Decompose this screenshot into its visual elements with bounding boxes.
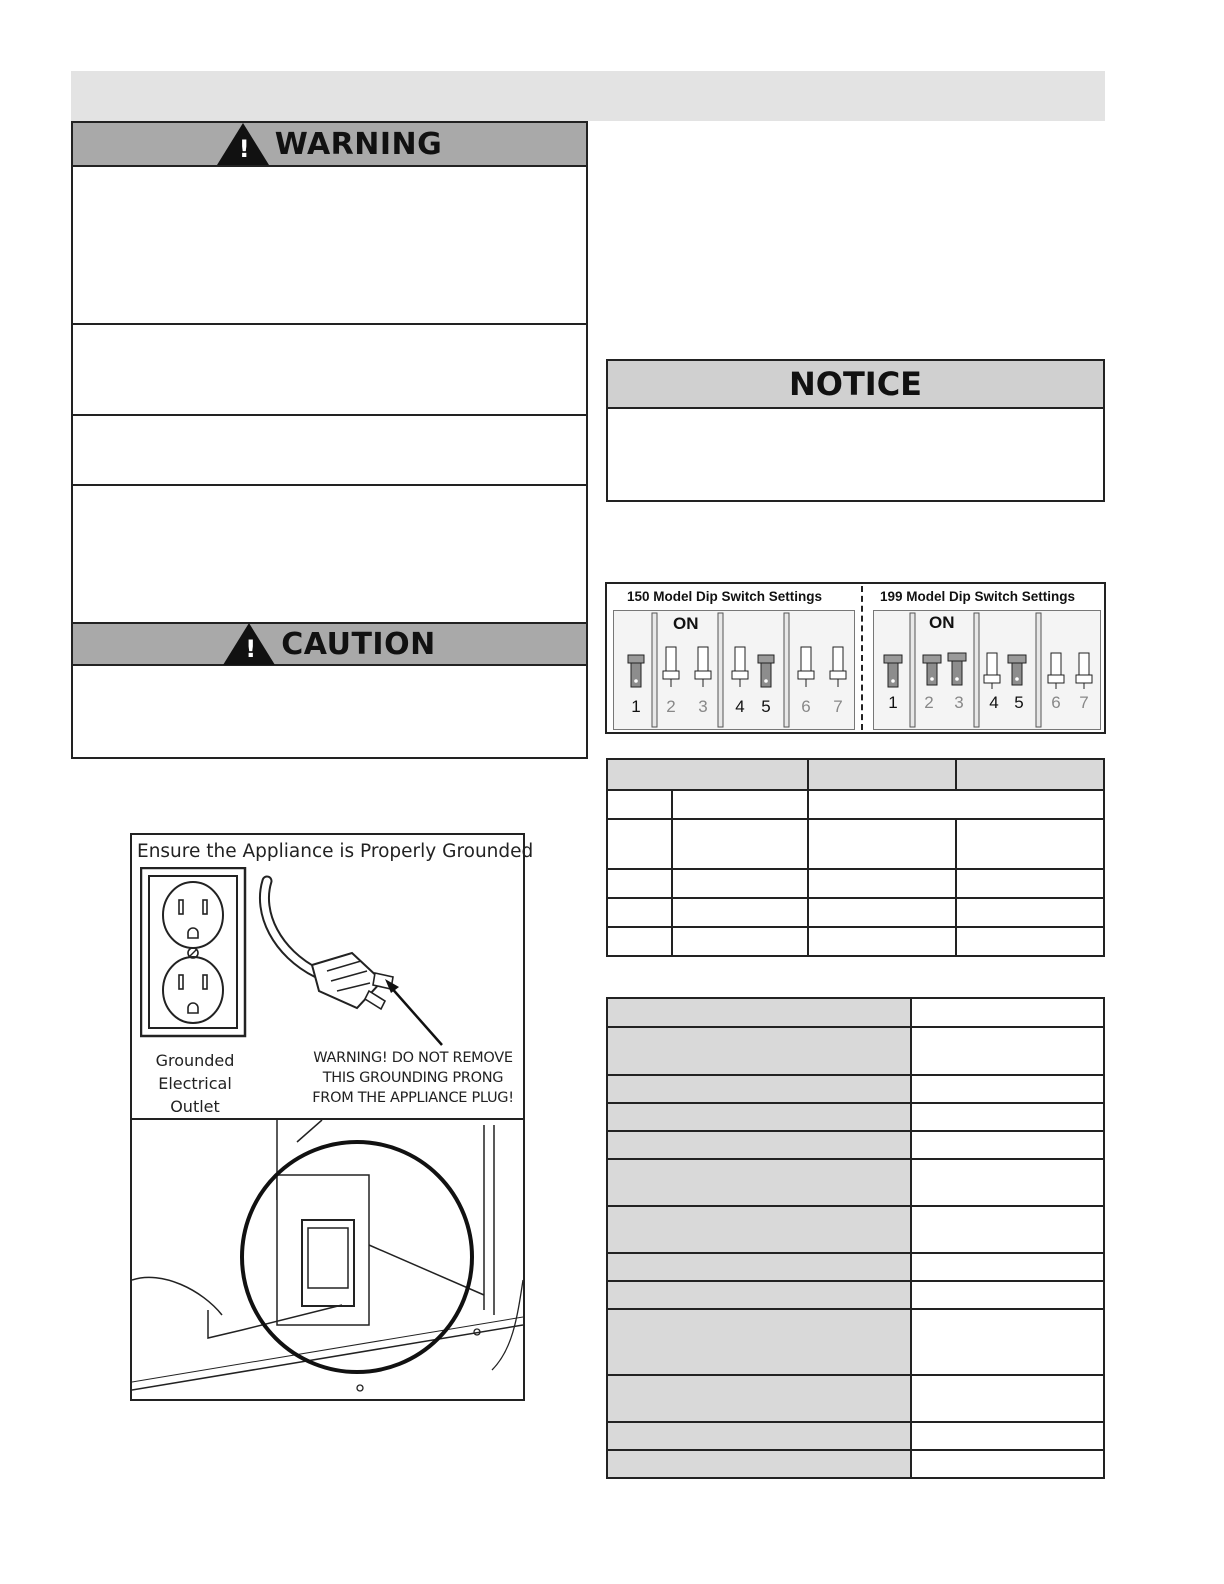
switch-7 (830, 647, 846, 687)
switch-number: 1 (631, 697, 641, 716)
table-cell (607, 1281, 911, 1309)
notice-box (606, 359, 1105, 502)
switch-number: 4 (989, 693, 999, 712)
table-row (607, 1281, 1104, 1309)
table-cell (808, 819, 955, 869)
switch-number: 1 (888, 693, 898, 712)
hazard-triangle-icon: ! (217, 123, 269, 165)
divider (73, 484, 586, 486)
table-cell (911, 1450, 1104, 1478)
divider (73, 323, 586, 325)
notice-header (608, 361, 1103, 409)
table-cell (607, 1131, 911, 1159)
table-cell (808, 759, 955, 790)
dip-panel-title-199: 199 Model Dip Switch Settings (880, 589, 1076, 604)
table-cell (672, 819, 808, 869)
table-cell (672, 898, 808, 927)
table-row (607, 790, 1104, 819)
table-row (607, 1309, 1104, 1375)
switch-number: 3 (954, 693, 964, 712)
switch-number: 7 (833, 697, 843, 716)
dip-panel-title-150: 150 Model Dip Switch Settings (627, 589, 823, 604)
table-cell (808, 927, 955, 956)
table-cell (607, 1375, 911, 1422)
warning-header (73, 123, 586, 167)
figure-title: Ensure the Appliance is Properly Grounded (137, 841, 534, 862)
table-row (607, 819, 1104, 869)
table-cell (672, 927, 808, 956)
table-cell (956, 759, 1104, 790)
table-cell (911, 1075, 1104, 1103)
table-cell (672, 790, 808, 819)
table-cell (911, 998, 1104, 1027)
table-row (607, 1103, 1104, 1131)
table-cell (911, 1422, 1104, 1450)
table-cell (911, 1375, 1104, 1422)
switch-6 (1048, 653, 1064, 689)
table-row (607, 1027, 1104, 1075)
table-cell (672, 869, 808, 898)
specifications-table (606, 997, 1105, 1479)
caution-heading: CAUTION (281, 626, 436, 662)
table-cell (607, 819, 672, 869)
table-row (607, 898, 1104, 927)
switch-number: 4 (735, 697, 745, 716)
table-cell (607, 790, 672, 819)
table-cell (911, 1131, 1104, 1159)
table-row (607, 1131, 1104, 1159)
notice-heading: NOTICE (788, 365, 923, 403)
table-cell (911, 1027, 1104, 1075)
table-row (607, 1159, 1104, 1206)
switch-5 (758, 655, 774, 687)
table-cell (911, 1206, 1104, 1253)
table-cell (607, 998, 911, 1027)
warning-box (71, 121, 588, 759)
switch-1 (628, 655, 644, 687)
table-cell (911, 1281, 1104, 1309)
table-cell (808, 898, 955, 927)
table-cell (956, 869, 1104, 898)
table-cell (607, 1103, 911, 1131)
switch-number: 6 (1051, 693, 1061, 712)
switch-number: 5 (761, 697, 771, 716)
table-row (607, 1450, 1104, 1478)
table-cell (808, 869, 955, 898)
switch-4 (732, 647, 748, 687)
grounded-outlet-icon (140, 867, 248, 1039)
switch-number: 7 (1079, 693, 1089, 712)
header-band (71, 71, 1105, 121)
grounding-warning-text: WARNING! DO NOT REMOVE THIS GROUNDING PRONG FROM THE APPLIANCE PLUG! (312, 1050, 514, 1106)
on-label: ON (929, 613, 955, 632)
switch-6 (798, 647, 814, 687)
divider (73, 414, 586, 416)
table-row (607, 1253, 1104, 1281)
table-cell (607, 1309, 911, 1375)
switch-number: 3 (698, 697, 708, 716)
switch-7 (1076, 653, 1092, 689)
switch-number: 6 (801, 697, 811, 716)
switch-number: 2 (666, 697, 676, 716)
switch-2 (663, 647, 679, 687)
table-cell (607, 1075, 911, 1103)
table-cell (911, 1103, 1104, 1131)
switch-5 (1008, 655, 1026, 685)
switch-3 (948, 653, 966, 685)
panel-separator (861, 586, 863, 730)
table-row (607, 1075, 1104, 1103)
table-row (607, 1206, 1104, 1253)
table-cell (808, 790, 1104, 819)
table-cell (956, 927, 1104, 956)
table-cell (607, 1422, 911, 1450)
table-cell (607, 927, 672, 956)
dip-block-150 (613, 610, 855, 730)
table-cell (911, 1309, 1104, 1375)
table-row (607, 869, 1104, 898)
dip-switch-panel (605, 582, 1106, 734)
switch-3 (695, 647, 711, 687)
table-cell (956, 898, 1104, 927)
table-row (607, 998, 1104, 1027)
table-cell (607, 898, 672, 927)
caution-header (73, 622, 586, 666)
switch-number: 2 (924, 693, 934, 712)
table-cell (607, 1450, 911, 1478)
table-row (607, 1422, 1104, 1450)
table-cell (607, 1159, 911, 1206)
switch-1 (884, 655, 902, 687)
power-switch-detail-image (132, 1120, 523, 1399)
plug-icon (257, 873, 517, 1048)
table-cell (607, 1253, 911, 1281)
table-cell (956, 819, 1104, 869)
table-row (607, 1375, 1104, 1422)
table-cell (911, 1253, 1104, 1281)
table-cell (911, 1159, 1104, 1206)
table-row (607, 927, 1104, 956)
table-header-row (607, 759, 1104, 790)
outlet-label: Grounded Electrical Outlet (155, 1051, 235, 1116)
grounding-figure (130, 833, 534, 1401)
settings-table (606, 758, 1105, 957)
switch-number: 5 (1014, 693, 1024, 712)
switch-4 (984, 653, 1000, 689)
warning-heading: WARNING (274, 126, 443, 162)
on-label: ON (673, 614, 699, 633)
switch-2 (923, 655, 941, 685)
table-cell (607, 1027, 911, 1075)
table-cell (607, 869, 672, 898)
table-cell (607, 759, 808, 790)
table-cell (607, 1206, 911, 1253)
dip-block-199 (873, 610, 1101, 730)
hazard-triangle-icon: ! (223, 623, 275, 665)
